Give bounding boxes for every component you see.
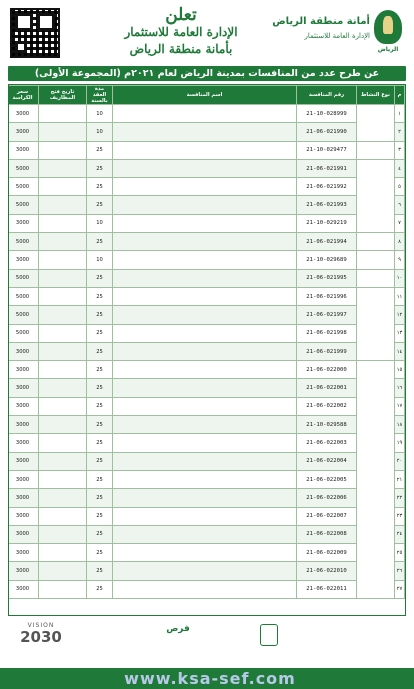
row-index: ١٢ bbox=[395, 306, 405, 324]
row-tender-name bbox=[113, 361, 297, 379]
row-booklet-price: 3000 bbox=[8, 544, 39, 562]
row-opening-date bbox=[39, 196, 87, 214]
row-tender-number: 21-06-021998 bbox=[297, 324, 357, 342]
table-row bbox=[8, 544, 405, 562]
row-booklet-price: 3000 bbox=[8, 361, 39, 379]
row-opening-date bbox=[39, 141, 87, 159]
table-row bbox=[8, 416, 405, 434]
row-booklet-price: 5000 bbox=[8, 324, 39, 342]
row-opening-date bbox=[39, 544, 87, 562]
row-booklet-price: 5000 bbox=[8, 196, 39, 214]
row-tender-name bbox=[113, 544, 297, 562]
row-booklet-price: 5000 bbox=[8, 178, 39, 196]
row-tender-name bbox=[113, 434, 297, 452]
row-duration: 25 bbox=[87, 562, 113, 580]
row-tender-name bbox=[113, 141, 297, 159]
row-duration: 10 bbox=[87, 251, 113, 269]
row-tender-name bbox=[113, 251, 297, 269]
row-index: ١٣ bbox=[395, 324, 405, 342]
ministry-logo bbox=[208, 624, 278, 654]
row-opening-date bbox=[39, 562, 87, 580]
col-header-opening-date: تاريخ فتح المظاريف bbox=[39, 86, 87, 105]
row-opening-date bbox=[39, 525, 87, 543]
site-watermark[interactable]: www.ksa-sef.com bbox=[124, 669, 296, 688]
row-booklet-price: 3000 bbox=[8, 123, 39, 141]
row-booklet-price: 5000 bbox=[8, 269, 39, 287]
row-opening-date bbox=[39, 214, 87, 232]
row-index: ١٥ bbox=[395, 361, 405, 379]
row-tender-number: 21-10-029689 bbox=[297, 251, 357, 269]
row-tender-name bbox=[113, 123, 297, 141]
row-duration: 25 bbox=[87, 306, 113, 324]
row-tender-name bbox=[113, 233, 297, 251]
row-tender-number: 21-06-022006 bbox=[297, 489, 357, 507]
table-row bbox=[8, 489, 405, 507]
row-opening-date bbox=[39, 342, 87, 360]
table-row bbox=[8, 269, 405, 287]
tenders-table-container bbox=[8, 84, 406, 616]
row-tender-number: 21-10-029588 bbox=[297, 416, 357, 434]
row-tender-number: 21-10-029219 bbox=[297, 214, 357, 232]
row-index: ٩ bbox=[395, 251, 405, 269]
row-index: ٢٥ bbox=[395, 544, 405, 562]
col-header-duration: مدة العقد بالسنة bbox=[87, 86, 113, 105]
tenders-table bbox=[8, 85, 405, 599]
row-booklet-price: 3000 bbox=[8, 580, 39, 598]
row-opening-date bbox=[39, 489, 87, 507]
row-booklet-price: 3000 bbox=[8, 452, 39, 470]
row-index: ٢١ bbox=[395, 470, 405, 488]
table-row bbox=[8, 306, 405, 324]
row-index: ٢٢ bbox=[395, 489, 405, 507]
row-index: ٢ bbox=[395, 123, 405, 141]
row-opening-date bbox=[39, 105, 87, 123]
logo-caption: الرياض bbox=[377, 46, 399, 53]
row-opening-date bbox=[39, 324, 87, 342]
row-opening-date bbox=[39, 123, 87, 141]
row-duration: 25 bbox=[87, 397, 113, 415]
row-tender-number: 21-06-021990 bbox=[297, 123, 357, 141]
row-tender-name bbox=[113, 452, 297, 470]
row-index: ١٠ bbox=[395, 269, 405, 287]
row-booklet-price: 3000 bbox=[8, 214, 39, 232]
row-booklet-price: 3000 bbox=[8, 251, 39, 269]
row-opening-date bbox=[39, 269, 87, 287]
announcement-department: الإدارة العامة للاستثمار bbox=[124, 25, 238, 39]
furas-logo: فرص bbox=[166, 624, 190, 634]
row-duration: 25 bbox=[87, 178, 113, 196]
table-row bbox=[8, 470, 405, 488]
announcement-authority: بأمانة منطقة الرياض bbox=[129, 42, 233, 56]
col-header-booklet-price: سعر الكراسة bbox=[8, 86, 39, 105]
row-tender-number: 21-06-022005 bbox=[297, 470, 357, 488]
row-duration: 10 bbox=[87, 105, 113, 123]
table-row bbox=[8, 342, 405, 360]
row-booklet-price: 5000 bbox=[8, 306, 39, 324]
row-booklet-price: 3000 bbox=[8, 507, 39, 525]
row-tender-name bbox=[113, 324, 297, 342]
row-index: ١ bbox=[395, 105, 405, 123]
row-duration: 25 bbox=[87, 379, 113, 397]
row-opening-date bbox=[39, 507, 87, 525]
table-row bbox=[8, 123, 405, 141]
row-booklet-price: 3000 bbox=[8, 434, 39, 452]
row-tender-number: 21-06-022007 bbox=[297, 507, 357, 525]
row-duration: 25 bbox=[87, 361, 113, 379]
col-header-tender-number: رقم المنافسة bbox=[297, 86, 357, 105]
row-index: ٢٠ bbox=[395, 452, 405, 470]
row-tender-number: 21-06-022004 bbox=[297, 452, 357, 470]
row-duration: 25 bbox=[87, 525, 113, 543]
table-row bbox=[8, 580, 405, 598]
row-opening-date bbox=[39, 397, 87, 415]
table-row bbox=[8, 452, 405, 470]
row-tender-name bbox=[113, 562, 297, 580]
row-tender-name bbox=[113, 580, 297, 598]
table-row bbox=[8, 361, 405, 379]
table-row bbox=[8, 178, 405, 196]
row-index: ٢٧ bbox=[395, 580, 405, 598]
row-booklet-price: 3000 bbox=[8, 416, 39, 434]
row-booklet-price: 3000 bbox=[8, 525, 39, 543]
announcement-banner: عن طرح عدد من المنافسات بمدينة الرياض لعام ٢٠٢١م (المجموعة الأولى) bbox=[8, 66, 406, 81]
table-row bbox=[8, 562, 405, 580]
row-tender-number: 21-06-021999 bbox=[297, 342, 357, 360]
row-index: ١١ bbox=[395, 287, 405, 305]
row-opening-date bbox=[39, 434, 87, 452]
row-activity bbox=[357, 287, 395, 360]
row-opening-date bbox=[39, 379, 87, 397]
row-duration: 25 bbox=[87, 416, 113, 434]
row-index: ١٤ bbox=[395, 342, 405, 360]
table-row bbox=[8, 159, 405, 177]
row-tender-name bbox=[113, 397, 297, 415]
announcement-title: تعلن bbox=[165, 5, 197, 25]
row-tender-number: 21-06-021991 bbox=[297, 159, 357, 177]
row-tender-name bbox=[113, 105, 297, 123]
row-activity bbox=[357, 361, 395, 599]
row-duration: 25 bbox=[87, 342, 113, 360]
logo-name: أمانة منطقة الرياض bbox=[272, 16, 370, 27]
row-booklet-price: 5000 bbox=[8, 287, 39, 305]
row-duration: 25 bbox=[87, 269, 113, 287]
row-index: ٢٤ bbox=[395, 525, 405, 543]
row-duration: 25 bbox=[87, 287, 113, 305]
row-tender-number: 21-06-022000 bbox=[297, 361, 357, 379]
row-opening-date bbox=[39, 416, 87, 434]
row-index: ٢٣ bbox=[395, 507, 405, 525]
row-index: ٨ bbox=[395, 233, 405, 251]
row-booklet-price: 3000 bbox=[8, 470, 39, 488]
table-row bbox=[8, 196, 405, 214]
row-duration: 25 bbox=[87, 159, 113, 177]
row-tender-number: 21-06-022010 bbox=[297, 562, 357, 580]
table-row bbox=[8, 233, 405, 251]
row-opening-date bbox=[39, 287, 87, 305]
col-header-tender-name: اسم المنافسة bbox=[113, 86, 297, 105]
table-row bbox=[8, 251, 405, 269]
table-row bbox=[8, 434, 405, 452]
row-index: ٥ bbox=[395, 178, 405, 196]
row-duration: 25 bbox=[87, 544, 113, 562]
row-opening-date bbox=[39, 251, 87, 269]
logo-department: الإدارة العامة للاستثمار bbox=[304, 32, 370, 40]
row-duration: 25 bbox=[87, 196, 113, 214]
row-index: ٤ bbox=[395, 159, 405, 177]
row-tender-name bbox=[113, 379, 297, 397]
row-booklet-price: 5000 bbox=[8, 233, 39, 251]
row-duration: 25 bbox=[87, 452, 113, 470]
vision-year: 2030 bbox=[20, 628, 62, 646]
row-opening-date bbox=[39, 580, 87, 598]
page-header bbox=[8, 6, 406, 64]
row-tender-name bbox=[113, 489, 297, 507]
row-tender-number: 21-06-022009 bbox=[297, 544, 357, 562]
row-tender-number: 21-06-021995 bbox=[297, 269, 357, 287]
row-booklet-price: 3000 bbox=[8, 379, 39, 397]
row-tender-number: 21-06-021997 bbox=[297, 306, 357, 324]
table-row bbox=[8, 507, 405, 525]
table-row bbox=[8, 324, 405, 342]
table-row bbox=[8, 141, 405, 159]
riyadh-municipality-logo bbox=[272, 8, 404, 60]
row-tender-number: 21-06-022008 bbox=[297, 525, 357, 543]
vision-2030-logo bbox=[10, 622, 72, 662]
row-activity bbox=[357, 233, 395, 251]
row-booklet-price: 5000 bbox=[8, 159, 39, 177]
row-opening-date bbox=[39, 470, 87, 488]
row-opening-date bbox=[39, 178, 87, 196]
row-index: ٣ bbox=[395, 141, 405, 159]
vision-label: VISION bbox=[27, 622, 55, 629]
row-index: ١٩ bbox=[395, 434, 405, 452]
row-tender-number: 21-06-022003 bbox=[297, 434, 357, 452]
announcement-heading bbox=[66, 6, 296, 62]
row-activity bbox=[357, 141, 395, 159]
row-booklet-price: 3000 bbox=[8, 342, 39, 360]
row-tender-name bbox=[113, 214, 297, 232]
row-tender-number: 21-06-021996 bbox=[297, 287, 357, 305]
row-tender-name bbox=[113, 470, 297, 488]
ministry-emblem-icon bbox=[260, 624, 278, 646]
palm-emblem-icon bbox=[374, 10, 402, 44]
table-row bbox=[8, 105, 405, 123]
row-activity bbox=[357, 159, 395, 232]
row-tender-name bbox=[113, 342, 297, 360]
col-header-index: م bbox=[395, 86, 405, 105]
row-booklet-price: 3000 bbox=[8, 562, 39, 580]
table-body bbox=[8, 105, 405, 599]
row-activity bbox=[357, 269, 395, 287]
row-opening-date bbox=[39, 361, 87, 379]
row-duration: 25 bbox=[87, 470, 113, 488]
row-tender-number: 21-06-021992 bbox=[297, 178, 357, 196]
row-booklet-price: 3000 bbox=[8, 489, 39, 507]
row-tender-name bbox=[113, 196, 297, 214]
row-booklet-price: 3000 bbox=[8, 141, 39, 159]
row-tender-name bbox=[113, 287, 297, 305]
row-index: ١٧ bbox=[395, 397, 405, 415]
row-duration: 25 bbox=[87, 507, 113, 525]
row-opening-date bbox=[39, 233, 87, 251]
table-row bbox=[8, 397, 405, 415]
row-tender-name bbox=[113, 306, 297, 324]
row-index: ٧ bbox=[395, 214, 405, 232]
row-booklet-price: 3000 bbox=[8, 105, 39, 123]
row-tender-number: 21-06-022011 bbox=[297, 580, 357, 598]
qr-code-icon[interactable] bbox=[10, 8, 60, 58]
row-duration: 25 bbox=[87, 580, 113, 598]
row-tender-number: 21-06-021994 bbox=[297, 233, 357, 251]
row-index: ٢٦ bbox=[395, 562, 405, 580]
row-opening-date bbox=[39, 159, 87, 177]
row-booklet-price: 3000 bbox=[8, 397, 39, 415]
row-duration: 25 bbox=[87, 141, 113, 159]
row-duration: 10 bbox=[87, 123, 113, 141]
row-duration: 10 bbox=[87, 214, 113, 232]
row-tender-number: 21-10-029477 bbox=[297, 141, 357, 159]
row-tender-number: 21-10-028999 bbox=[297, 105, 357, 123]
row-tender-number: 21-06-022001 bbox=[297, 379, 357, 397]
table-row bbox=[8, 525, 405, 543]
row-opening-date bbox=[39, 306, 87, 324]
row-tender-number: 21-06-021993 bbox=[297, 196, 357, 214]
row-tender-name bbox=[113, 269, 297, 287]
row-activity bbox=[357, 105, 395, 142]
table-row bbox=[8, 287, 405, 305]
col-header-activity: نوع النشاط bbox=[357, 86, 395, 105]
row-tender-name bbox=[113, 416, 297, 434]
row-duration: 25 bbox=[87, 434, 113, 452]
row-tender-number: 21-06-022002 bbox=[297, 397, 357, 415]
table-header-row bbox=[8, 86, 405, 105]
row-tender-name bbox=[113, 525, 297, 543]
row-duration: 25 bbox=[87, 489, 113, 507]
row-activity bbox=[357, 251, 395, 269]
row-index: ١٦ bbox=[395, 379, 405, 397]
row-opening-date bbox=[39, 452, 87, 470]
row-index: ٦ bbox=[395, 196, 405, 214]
page-footer bbox=[8, 620, 406, 666]
row-duration: 25 bbox=[87, 233, 113, 251]
row-duration: 25 bbox=[87, 324, 113, 342]
row-tender-name bbox=[113, 178, 297, 196]
row-tender-name bbox=[113, 507, 297, 525]
row-index: ١٨ bbox=[395, 416, 405, 434]
table-row bbox=[8, 214, 405, 232]
table-row bbox=[8, 379, 405, 397]
row-tender-name bbox=[113, 159, 297, 177]
